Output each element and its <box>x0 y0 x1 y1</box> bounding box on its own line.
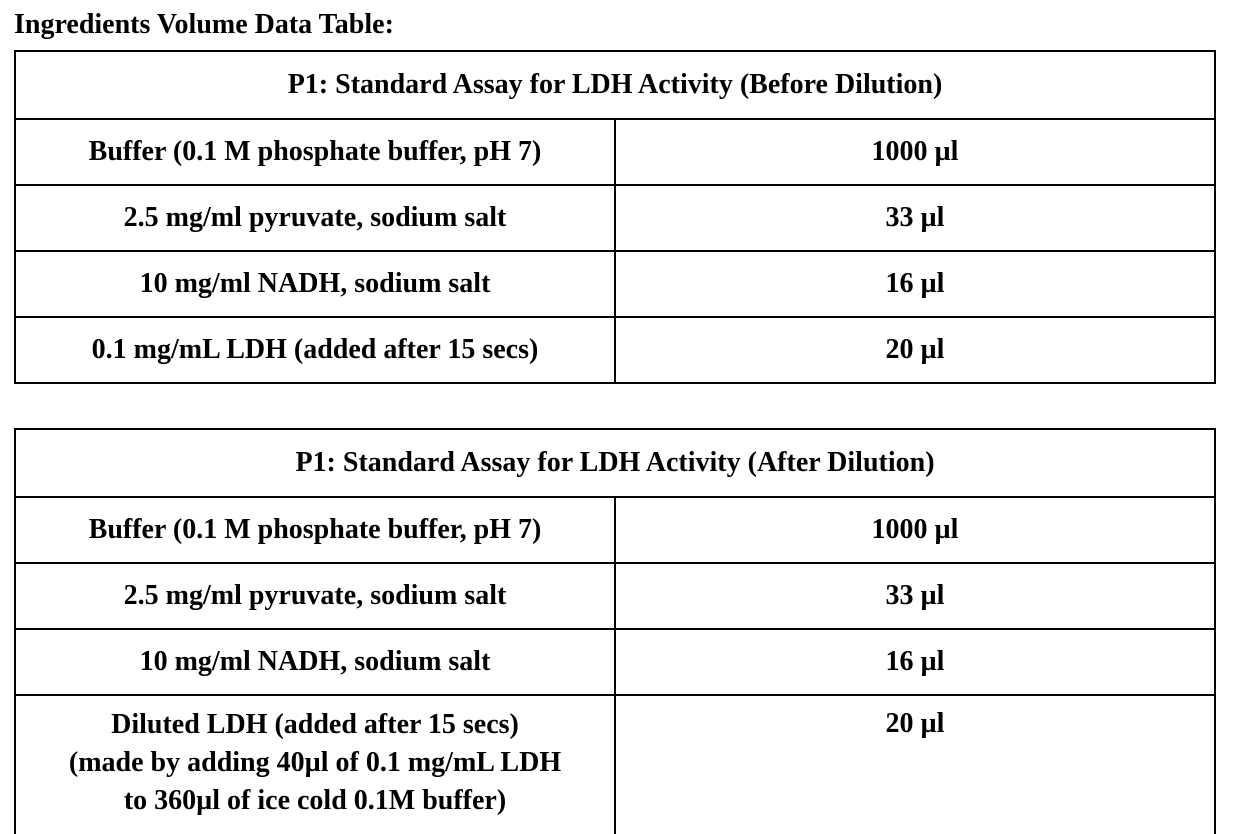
table-title: P1: Standard Assay for LDH Activity (After Dilution) <box>15 429 1215 497</box>
table-row <box>15 629 1215 695</box>
ingredient-cell: 2.5 mg/ml pyruvate, sodium salt <box>15 563 615 629</box>
volume-cell: 1000 µl <box>615 497 1215 563</box>
table-title: P1: Standard Assay for LDH Activity (Before Dilution) <box>15 51 1215 119</box>
table-row <box>15 185 1215 251</box>
after-dilution-table <box>14 428 1216 834</box>
ingredient-cell: Buffer (0.1 M phosphate buffer, pH 7) <box>15 119 615 185</box>
volume-cell: 20 µl <box>615 317 1215 383</box>
before-dilution-table <box>14 50 1216 384</box>
volume-cell: 33 µl <box>615 185 1215 251</box>
ingredient-cell: 2.5 mg/ml pyruvate, sodium salt <box>15 185 615 251</box>
ingredient-line: Diluted LDH (added after 15 secs) <box>111 709 519 740</box>
volume-cell: 1000 µl <box>615 119 1215 185</box>
ingredient-cell: 0.1 mg/mL LDH (added after 15 secs) <box>15 317 615 383</box>
table-row <box>15 251 1215 317</box>
table-title-row <box>15 429 1215 497</box>
table-row <box>15 497 1215 563</box>
ingredient-cell: Buffer (0.1 M phosphate buffer, pH 7) <box>15 497 615 563</box>
volume-cell: 20 µl <box>615 695 1215 834</box>
ingredient-cell: 10 mg/ml NADH, sodium salt <box>15 629 615 695</box>
volume-cell: 33 µl <box>615 563 1215 629</box>
volume-cell: 16 µl <box>615 629 1215 695</box>
table-row <box>15 563 1215 629</box>
ingredient-line: (made by adding 40µl of 0.1 mg/mL LDH <box>68 747 562 778</box>
ingredient-cell <box>15 695 615 834</box>
ingredient-line: to 360µl of ice cold 0.1M buffer) <box>123 785 507 816</box>
page-heading: Ingredients Volume Data Table: <box>14 9 394 40</box>
table-row <box>15 317 1215 383</box>
table-row <box>15 695 1215 834</box>
ingredient-cell: 10 mg/ml NADH, sodium salt <box>15 251 615 317</box>
table-row <box>15 119 1215 185</box>
table-title-row <box>15 51 1215 119</box>
volume-cell: 16 µl <box>615 251 1215 317</box>
